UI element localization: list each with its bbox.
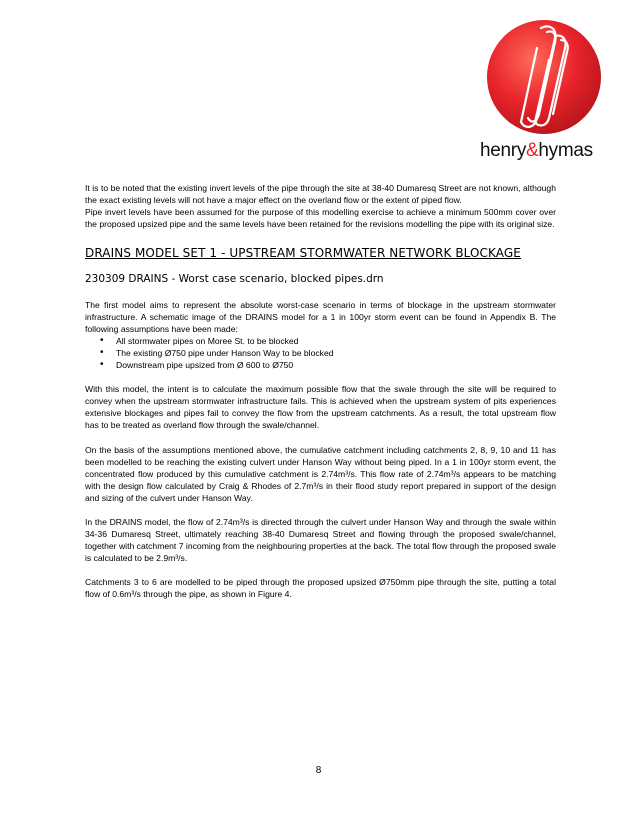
- list-item: • Downstream pipe upsized from Ø 600 to Ø750: [116, 359, 556, 371]
- company-logo: [478, 18, 618, 166]
- section-paragraph-4: In the DRAINS model, the flow of 2.74m³/s is directed through the culvert under Hanson Way and through the swale within 34-36 Dumaresq Street, ultimately reaching 38-40 Dumaresq Street and flowing through the proposed swale/channel, together with catchment 7 incoming from the neighbouring properties at the back. The total flow through the proposed swale is calculated to be 2.9m³/s.: [85, 516, 556, 564]
- section-paragraph-1: The first model aims to represent the absolute worst-case scenario in terms of blockage in the upstream stormwater infrastructure. A schematic image of the DRAINS model for a 1 in 100yr storm event can be found in Appendix B. The following assumptions have been made:: [85, 299, 556, 334]
- page-number: 8: [315, 765, 322, 776]
- intro-paragraph-2: Pipe invert levels have been assumed for the purpose of this modelling exercise to achieve a minimum 500mm cover over the proposed upsized pipe and the same levels have been retained for the revisions modelling the pipe with its original size.: [85, 207, 556, 230]
- brand-wordmark: [480, 140, 593, 162]
- assumptions-list: [85, 335, 556, 371]
- document-body: [85, 182, 556, 601]
- list-item: • All stormwater pipes on Moree St. to be blocked: [116, 335, 556, 347]
- section-paragraph-5: Catchments 3 to 6 are modelled to be piped through the proposed upsized Ø750mm pipe through the site, putting a total flow of 0.6m³/s through the pipe, as shown in Figure 4.: [85, 577, 556, 600]
- brand-name-2: hymas: [538, 140, 593, 161]
- brand-name: henry: [480, 140, 527, 161]
- section-heading: DRAINS MODEL SET 1 - UPSTREAM STORMWATER NETWORK BLOCKAGE: [85, 246, 521, 261]
- list-item: • The existing Ø750 pipe under Hanson Way to be blocked: [116, 347, 556, 359]
- section-subheading: 230309 DRAINS - Worst case scenario, blocked pipes.drn: [85, 273, 384, 286]
- logo-mark-icon: [485, 18, 603, 136]
- section-paragraph-3: On the basis of the assumptions mentioned above, the cumulative catchment including catchments 2, 8, 9, 10 and 11 has been modelled to be reaching the existing culvert under Hanson Way without being piped. In a 1 in 100yr storm event, the concentrated flow produced by this cumulative catchment is 2.74m³/s. This flow rate of 2.74m³/s appears to be matching with the design flow calculated by Craig & Rhodes of 2.7m³/s in their flood study report prepared in support of the design and sizing of the culvert under Hanson Way.: [85, 444, 556, 503]
- brand-ampersand: &: [526, 140, 539, 161]
- intro-paragraph-1: It is to be noted that the existing invert levels of the pipe through the site at 38-40 Dumaresq Street are not known, although the exact existing levels will not have a major effect on the overland flow or the extent of piped flow.: [85, 183, 556, 206]
- section-paragraph-2: With this model, the intent is to calculate the maximum possible flow that the swale through the site will be required to convey when the upstream stormwater infrastructure fails. This is achieved when the upstream system of pits experiences extensive blockages and pipes fail to convey the flow from the upstream catchments. As a result, the total upstream flow has to be treated as overland flow through the swale/channel.: [85, 384, 556, 431]
